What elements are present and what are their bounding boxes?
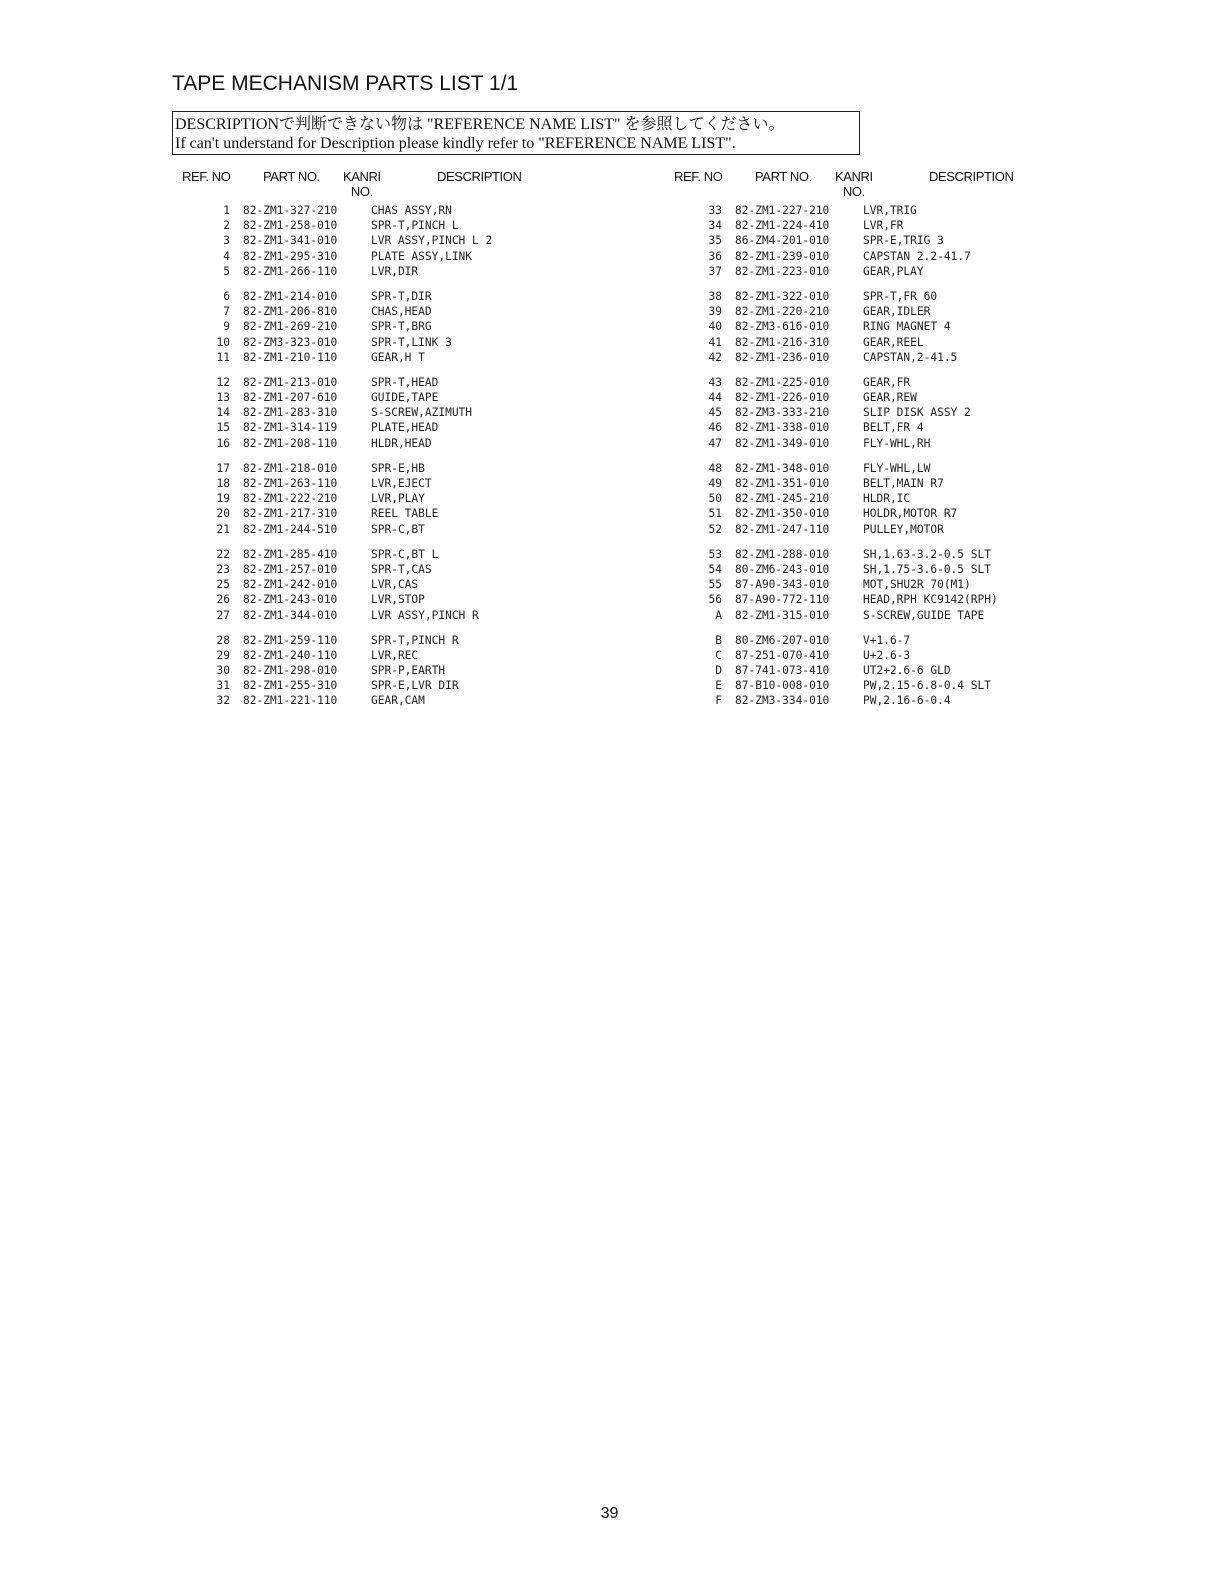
part-no-cell: 82-ZM1-206-810 (243, 305, 338, 319)
part-no-cell: 82-ZM1-223-010 (735, 264, 830, 278)
ref-no-cell: 16 (216, 436, 230, 450)
parts-column-right (672, 168, 1132, 710)
part-no-cell: 82-ZM1-240-110 (243, 648, 338, 662)
description-cell: GEAR,IDLER (863, 305, 931, 319)
description-cell: SPR-T,LINK 3 (371, 335, 452, 349)
table-row (672, 523, 1132, 538)
reference-notice-box (172, 111, 860, 155)
description-cell: FLY-WHL,LW (863, 461, 931, 475)
description-cell: SPR-T,PINCH R (371, 633, 459, 647)
part-no-cell: 82-ZM1-341-010 (243, 234, 338, 248)
part-no-cell: 82-ZM1-295-310 (243, 249, 338, 263)
description-cell: SPR-T,DIR (371, 289, 432, 303)
column-header-right (672, 168, 1132, 204)
notice-japanese-line: DESCRIPTIONで判断できない物は "REFERENCE NAME LIST" を参照してください。 (175, 116, 785, 133)
column-header-left (180, 168, 640, 204)
part-no-cell: 82-ZM1-348-010 (735, 461, 830, 475)
part-no-cell: 82-ZM1-258-010 (243, 219, 338, 233)
description-cell: BELT,FR 4 (863, 421, 924, 435)
table-row (180, 421, 640, 436)
description-cell: SPR-P,EARTH (371, 664, 446, 678)
table-row (672, 694, 1132, 709)
ref-no-cell: 35 (708, 234, 722, 248)
part-no-cell: 82-ZM1-207-610 (243, 391, 338, 405)
part-no-cell: 82-ZM1-298-010 (243, 664, 338, 678)
table-row (180, 507, 640, 522)
table-row (180, 305, 640, 320)
part-no-cell: 82-ZM1-338-010 (735, 421, 830, 435)
description-cell: SPR-T,PINCH L (371, 219, 459, 233)
ref-no-cell: 7 (223, 305, 230, 319)
table-row (672, 492, 1132, 507)
part-no-cell: 82-ZM1-285-410 (243, 547, 338, 561)
ref-no-cell: 48 (708, 461, 722, 475)
part-no-cell: 82-ZM1-255-310 (243, 679, 338, 693)
parts-group (180, 548, 640, 624)
table-row (180, 320, 640, 335)
table-row (180, 649, 640, 664)
part-no-cell: 82-ZM1-208-110 (243, 436, 338, 450)
parts-group (672, 462, 1132, 538)
ref-no-cell: 32 (216, 694, 230, 708)
ref-no-cell: 17 (216, 461, 230, 475)
description-cell: SPR-T,FR 60 (863, 289, 938, 303)
description-cell: SPR-T,HEAD (371, 375, 439, 389)
table-row (672, 336, 1132, 351)
table-row (180, 406, 640, 421)
description-cell: GEAR,PLAY (863, 264, 924, 278)
part-no-cell: 82-ZM1-283-310 (243, 406, 338, 420)
description-cell: PW,2.16-6-0.4 (863, 694, 951, 708)
part-no-cell: 87-A90-343-010 (735, 578, 830, 592)
ref-no-cell: 28 (216, 633, 230, 647)
table-row (672, 290, 1132, 305)
parts-group (672, 290, 1132, 366)
table-row (672, 679, 1132, 694)
part-no-cell: 82-ZM1-220-210 (735, 305, 830, 319)
table-row (672, 250, 1132, 265)
description-cell: HLDR,HEAD (371, 436, 432, 450)
table-row (672, 406, 1132, 421)
ref-no-cell: 53 (708, 547, 722, 561)
description-cell: SPR-E,LVR DIR (371, 679, 459, 693)
table-row (180, 437, 640, 452)
ref-no-cell: 1 (223, 204, 230, 217)
ref-no-cell: A (715, 608, 722, 622)
table-row (672, 462, 1132, 477)
description-cell: LVR,TRIG (863, 204, 917, 217)
description-cell: SH,1.75-3.6-0.5 SLT (863, 562, 991, 576)
part-no-cell: 82-ZM1-217-310 (243, 507, 338, 521)
table-row (180, 462, 640, 477)
header-description: DESCRIPTION (437, 169, 522, 184)
part-no-cell: 82-ZM3-334-010 (735, 694, 830, 708)
part-no-cell: 82-ZM1-350-010 (735, 507, 830, 521)
part-no-cell: 82-ZM1-221-110 (243, 694, 338, 708)
description-cell: PW,2.15-6.8-0.4 SLT (863, 679, 991, 693)
table-row (180, 290, 640, 305)
description-cell: SPR-C,BT (371, 522, 425, 536)
table-row (180, 679, 640, 694)
part-no-cell: 82-ZM1-315-010 (735, 608, 830, 622)
ref-no-cell: 31 (216, 679, 230, 693)
ref-no-cell: 50 (708, 492, 722, 506)
part-no-cell: 82-ZM1-244-510 (243, 522, 338, 536)
ref-no-cell: 2 (223, 219, 230, 233)
description-cell: LVR ASSY,PINCH R (371, 608, 479, 622)
header-part-no: PART NO. (263, 169, 320, 184)
table-row (672, 477, 1132, 492)
description-cell: BELT,MAIN R7 (863, 477, 944, 490)
ref-no-cell: 42 (708, 350, 722, 364)
part-no-cell: 82-ZM1-242-010 (243, 578, 338, 592)
description-cell: SPR-E,HB (371, 461, 425, 475)
description-cell: SLIP DISK ASSY 2 (863, 406, 971, 420)
right-groups (672, 204, 1132, 710)
ref-no-cell: E (715, 679, 722, 693)
parts-group (672, 548, 1132, 624)
ref-no-cell: 55 (708, 578, 722, 592)
description-cell: PLATE,HEAD (371, 421, 439, 435)
ref-no-cell: 56 (708, 593, 722, 607)
ref-no-cell: 4 (223, 249, 230, 263)
description-cell: LVR,EJECT (371, 477, 432, 490)
parts-group (180, 204, 640, 280)
page-title: TAPE MECHANISM PARTS LIST 1/1 (172, 72, 519, 95)
table-row (180, 578, 640, 593)
header-description: DESCRIPTION (929, 169, 1014, 184)
parts-group (672, 634, 1132, 710)
ref-no-cell: 12 (216, 375, 230, 389)
ref-no-cell: 11 (216, 350, 230, 364)
description-cell: LVR,DIR (371, 264, 419, 278)
ref-no-cell: 30 (216, 664, 230, 678)
part-no-cell: 82-ZM1-344-010 (243, 608, 338, 622)
table-row (180, 219, 640, 234)
table-row (180, 234, 640, 249)
description-cell: CAPSTAN,2-41.5 (863, 350, 958, 364)
part-no-cell: 82-ZM1-222-210 (243, 492, 338, 506)
description-cell: S-SCREW,AZIMUTH (371, 406, 473, 420)
table-row (672, 376, 1132, 391)
notice-english-line: If can't understand for Description please kindly refer to "REFERENCE NAME LIST". (175, 135, 736, 152)
ref-no-cell: 9 (223, 320, 230, 334)
table-row (672, 391, 1132, 406)
ref-no-cell: 26 (216, 593, 230, 607)
description-cell: GEAR,CAM (371, 694, 425, 708)
parts-column-left (180, 168, 640, 710)
description-cell: UT2+2.6-6 GLD (863, 664, 951, 678)
part-no-cell: 87-251-070-410 (735, 648, 830, 662)
description-cell: GEAR,H T (371, 350, 425, 364)
parts-group (180, 462, 640, 538)
part-no-cell: 82-ZM1-245-210 (735, 492, 830, 506)
ref-no-cell: 14 (216, 406, 230, 420)
description-cell: GEAR,FR (863, 375, 911, 389)
ref-no-cell: 38 (708, 289, 722, 303)
ref-no-cell: 49 (708, 477, 722, 490)
table-row (180, 609, 640, 624)
header-ref-no: REF. NO (182, 169, 231, 184)
part-no-cell: 87-A90-772-110 (735, 593, 830, 607)
ref-no-cell: 33 (708, 204, 722, 217)
description-cell: SPR-C,BT L (371, 547, 439, 561)
ref-no-cell: 27 (216, 608, 230, 622)
table-row (180, 351, 640, 366)
part-no-cell: 82-ZM1-210-110 (243, 350, 338, 364)
ref-no-cell: 23 (216, 562, 230, 576)
table-row (180, 563, 640, 578)
ref-no-cell: 51 (708, 507, 722, 521)
ref-no-cell: 20 (216, 507, 230, 521)
description-cell: HOLDR,MOTOR R7 (863, 507, 958, 521)
description-cell: SPR-E,TRIG 3 (863, 234, 944, 248)
table-row (180, 694, 640, 709)
ref-no-cell: 29 (216, 648, 230, 662)
part-no-cell: 86-ZM4-201-010 (735, 234, 830, 248)
table-row (672, 351, 1132, 366)
ref-no-cell: 39 (708, 305, 722, 319)
table-row (180, 204, 640, 219)
table-row (672, 219, 1132, 234)
description-cell: GEAR,REEL (863, 335, 924, 349)
ref-no-cell: 19 (216, 492, 230, 506)
table-row (180, 548, 640, 563)
ref-no-cell: 46 (708, 421, 722, 435)
ref-no-cell: 52 (708, 522, 722, 536)
ref-no-cell: 45 (708, 406, 722, 420)
header-part-no: PART NO. (755, 169, 812, 184)
ref-no-cell: 5 (223, 264, 230, 278)
table-row (672, 664, 1132, 679)
table-row (672, 421, 1132, 436)
part-no-cell: 82-ZM1-269-210 (243, 320, 338, 334)
ref-no-cell: 37 (708, 264, 722, 278)
ref-no-cell: 3 (223, 234, 230, 248)
ref-no-cell: C (715, 648, 722, 662)
ref-no-cell: 25 (216, 578, 230, 592)
description-cell: SPR-T,CAS (371, 562, 432, 576)
description-cell: RING MAGNET 4 (863, 320, 951, 334)
part-no-cell: 82-ZM1-225-010 (735, 375, 830, 389)
ref-no-cell: 43 (708, 375, 722, 389)
description-cell: LVR ASSY,PINCH L 2 (371, 234, 493, 248)
part-no-cell: 82-ZM1-243-010 (243, 593, 338, 607)
description-cell: LVR,FR (863, 219, 904, 233)
table-row (180, 391, 640, 406)
ref-no-cell: 18 (216, 477, 230, 490)
left-groups (180, 204, 640, 710)
table-row (672, 649, 1132, 664)
parts-group (180, 376, 640, 452)
table-row (180, 492, 640, 507)
ref-no-cell: D (715, 664, 722, 678)
ref-no-cell: 21 (216, 522, 230, 536)
description-cell: GUIDE,TAPE (371, 391, 439, 405)
ref-no-cell: 22 (216, 547, 230, 561)
description-cell: SH,1.63-3.2-0.5 SLT (863, 547, 991, 561)
part-no-cell: 82-ZM1-236-010 (735, 350, 830, 364)
description-cell: SPR-T,BRG (371, 320, 432, 334)
ref-no-cell: 10 (216, 335, 230, 349)
header-kanri-no: KANRI NO. (835, 169, 873, 199)
table-row (672, 204, 1132, 219)
table-row (672, 305, 1132, 320)
ref-no-cell: 40 (708, 320, 722, 334)
part-no-cell: 82-ZM1-239-010 (735, 249, 830, 263)
table-row (672, 634, 1132, 649)
part-no-cell: 82-ZM1-218-010 (243, 461, 338, 475)
table-row (180, 477, 640, 492)
table-row (672, 507, 1132, 522)
ref-no-cell: 6 (223, 289, 230, 303)
part-no-cell: 82-ZM3-616-010 (735, 320, 830, 334)
description-cell: MOT,SHU2R 70(M1) (863, 578, 971, 592)
part-no-cell: 82-ZM1-213-010 (243, 375, 338, 389)
description-cell: LVR,CAS (371, 578, 419, 592)
ref-no-cell: 47 (708, 436, 722, 450)
ref-no-cell: 13 (216, 391, 230, 405)
table-row (180, 593, 640, 608)
table-row (180, 265, 640, 280)
parts-group (180, 290, 640, 366)
parts-group (180, 634, 640, 710)
part-no-cell: 82-ZM1-214-010 (243, 289, 338, 303)
description-cell: GEAR,REW (863, 391, 917, 405)
description-cell: PULLEY,MOTOR (863, 522, 944, 536)
part-no-cell: 82-ZM1-247-110 (735, 522, 830, 536)
ref-no-cell: F (715, 694, 722, 708)
ref-no-cell: 34 (708, 219, 722, 233)
part-no-cell: 82-ZM1-322-010 (735, 289, 830, 303)
ref-no-cell: 15 (216, 421, 230, 435)
description-cell: REEL TABLE (371, 507, 439, 521)
header-ref-no: REF. NO (674, 169, 723, 184)
table-row (180, 376, 640, 391)
table-row (672, 548, 1132, 563)
ref-no-cell: B (715, 633, 722, 647)
part-no-cell: 80-ZM6-243-010 (735, 562, 830, 576)
table-row (180, 634, 640, 649)
part-no-cell: 82-ZM1-226-010 (735, 391, 830, 405)
description-cell: LVR,PLAY (371, 492, 425, 506)
description-cell: V+1.6-7 (863, 633, 911, 647)
part-no-cell: 82-ZM1-259-110 (243, 633, 338, 647)
part-no-cell: 82-ZM1-263-110 (243, 477, 338, 490)
description-cell: FLY-WHL,RH (863, 436, 931, 450)
part-no-cell: 82-ZM1-349-010 (735, 436, 830, 450)
table-row (672, 320, 1132, 335)
part-no-cell: 82-ZM1-327-210 (243, 204, 338, 217)
table-row (672, 563, 1132, 578)
part-no-cell: 82-ZM1-266-110 (243, 264, 338, 278)
description-cell: U+2.6-3 (863, 648, 911, 662)
ref-no-cell: 44 (708, 391, 722, 405)
ref-no-cell: 41 (708, 335, 722, 349)
table-row (672, 265, 1132, 280)
description-cell: HEAD,RPH KC9142(RPH) (863, 593, 998, 607)
part-no-cell: 87-741-073-410 (735, 664, 830, 678)
table-row (180, 336, 640, 351)
description-cell: PLATE ASSY,LINK (371, 249, 473, 263)
ref-no-cell: 36 (708, 249, 722, 263)
description-cell: HLDR,IC (863, 492, 911, 506)
description-cell: LVR,REC (371, 648, 419, 662)
part-no-cell: 82-ZM1-351-010 (735, 477, 830, 490)
part-no-cell: 82-ZM1-257-010 (243, 562, 338, 576)
part-no-cell: 82-ZM1-224-410 (735, 219, 830, 233)
header-kanri-no: KANRI NO. (343, 169, 381, 199)
ref-no-cell: 54 (708, 562, 722, 576)
part-no-cell: 80-ZM6-207-010 (735, 633, 830, 647)
part-no-cell: 82-ZM1-314-119 (243, 421, 338, 435)
part-no-cell: 82-ZM1-227-210 (735, 204, 830, 217)
table-row (180, 664, 640, 679)
table-row (672, 578, 1132, 593)
table-row (180, 250, 640, 265)
table-row (672, 437, 1132, 452)
description-cell: CAPSTAN 2.2-41.7 (863, 249, 971, 263)
description-cell: CHAS,HEAD (371, 305, 432, 319)
description-cell: LVR,STOP (371, 593, 425, 607)
part-no-cell: 82-ZM3-323-010 (243, 335, 338, 349)
parts-group (672, 376, 1132, 452)
description-cell: CHAS ASSY,RN (371, 204, 452, 217)
part-no-cell: 82-ZM1-216-310 (735, 335, 830, 349)
table-row (672, 234, 1132, 249)
table-row (672, 593, 1132, 608)
part-no-cell: 82-ZM1-288-010 (735, 547, 830, 561)
page-number: 39 (600, 1505, 619, 1522)
part-no-cell: 82-ZM3-333-210 (735, 406, 830, 420)
part-no-cell: 87-B10-008-010 (735, 679, 830, 693)
table-row (672, 609, 1132, 624)
description-cell: S-SCREW,GUIDE TAPE (863, 608, 985, 622)
parts-group (672, 204, 1132, 280)
table-row (180, 523, 640, 538)
